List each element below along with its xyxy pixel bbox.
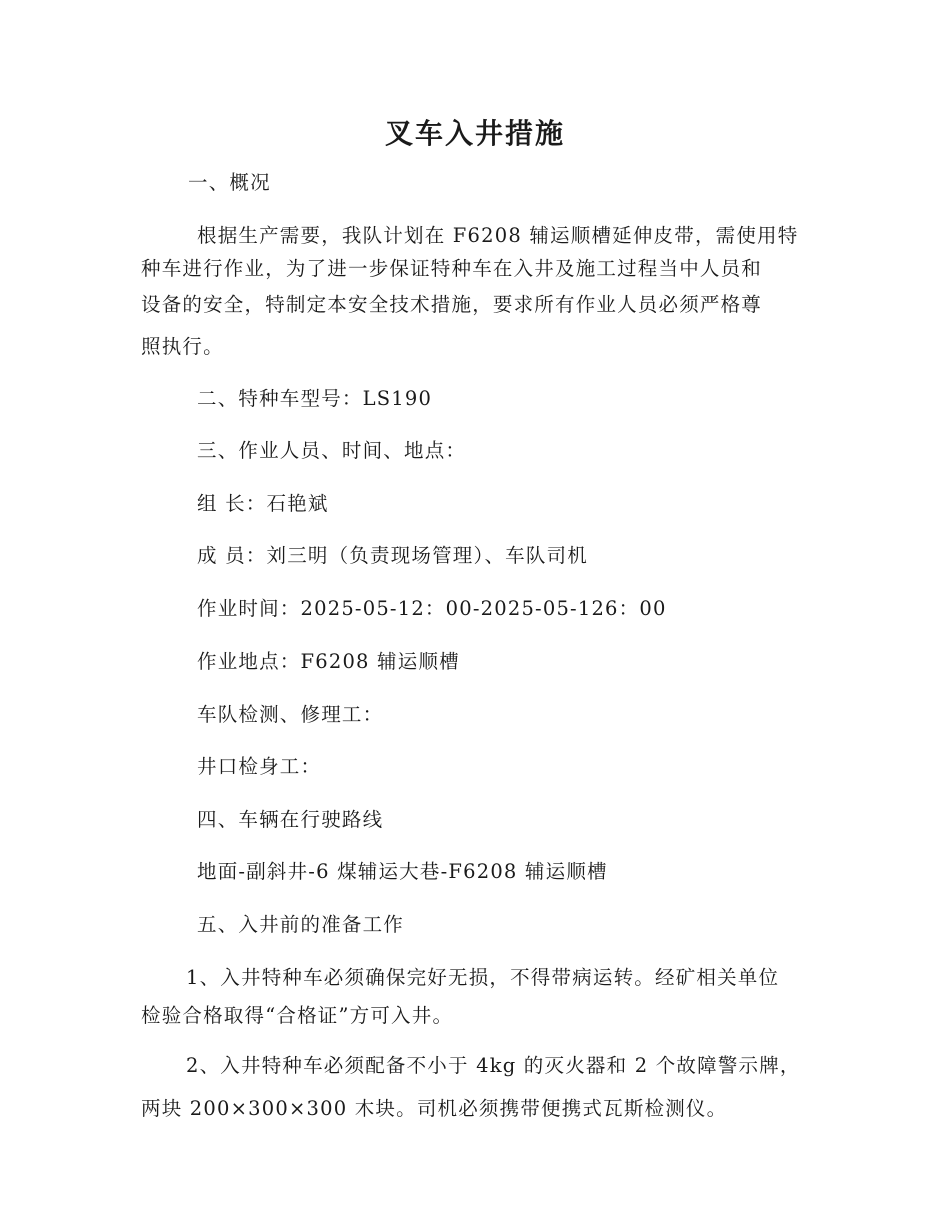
list-item-line: 2、入井特种车必须配备不小于 4kg 的灭火器和 2 个故障警示牌， [186,1054,801,1077]
work-place-line: 作业地点：F6208 辅运顺槽 [197,650,460,673]
paragraph-line: 照执行。 [141,335,224,358]
section-heading-preparation: 五、入井前的准备工作 [197,913,405,936]
work-time-line: 作业时间：2025-05-12：00-2025-05-126：00 [197,597,667,620]
paragraph-line: 根据生产需要，我队计划在 F6208 辅运顺槽延伸皮带，需使用特 [197,224,799,247]
section-heading-vehicle-model: 二、特种车型号：LS190 [197,387,433,410]
team-members-line: 成 员：刘三明（负责现场管理）、车队司机 [197,544,588,567]
section-heading-route: 四、车辆在行驶路线 [197,808,384,831]
section-heading-personnel: 三、作业人员、时间、地点： [197,439,467,462]
paragraph-line: 设备的安全，特制定本安全技术措施，要求所有作业人员必须严格尊 [141,293,763,316]
list-item-line: 检验合格取得“合格证”方可入井。 [141,1004,454,1027]
paragraph-line: 种车进行作业，为了进一步保证特种车在入井及施工过程当中人员和 [141,257,763,280]
section-heading-overview: 一、概况 [188,171,271,194]
document-title: 叉车入井措施 [384,117,565,150]
list-item-line: 两块 200×300×300 木块。司机必须携带便携式瓦斯检测仪。 [141,1097,728,1120]
team-leader-line: 组 长：石艳斌 [197,492,329,515]
shaft-inspector-line: 井口检身工： [197,755,322,778]
list-item-line: 1、入井特种车必须确保完好无损，不得带病运转。经矿相关单位 [186,966,780,989]
repair-worker-line: 车队检测、修理工： [197,703,384,726]
route-line: 地面-副斜井-6 煤辅运大巷-F6208 辅运顺槽 [197,860,608,883]
